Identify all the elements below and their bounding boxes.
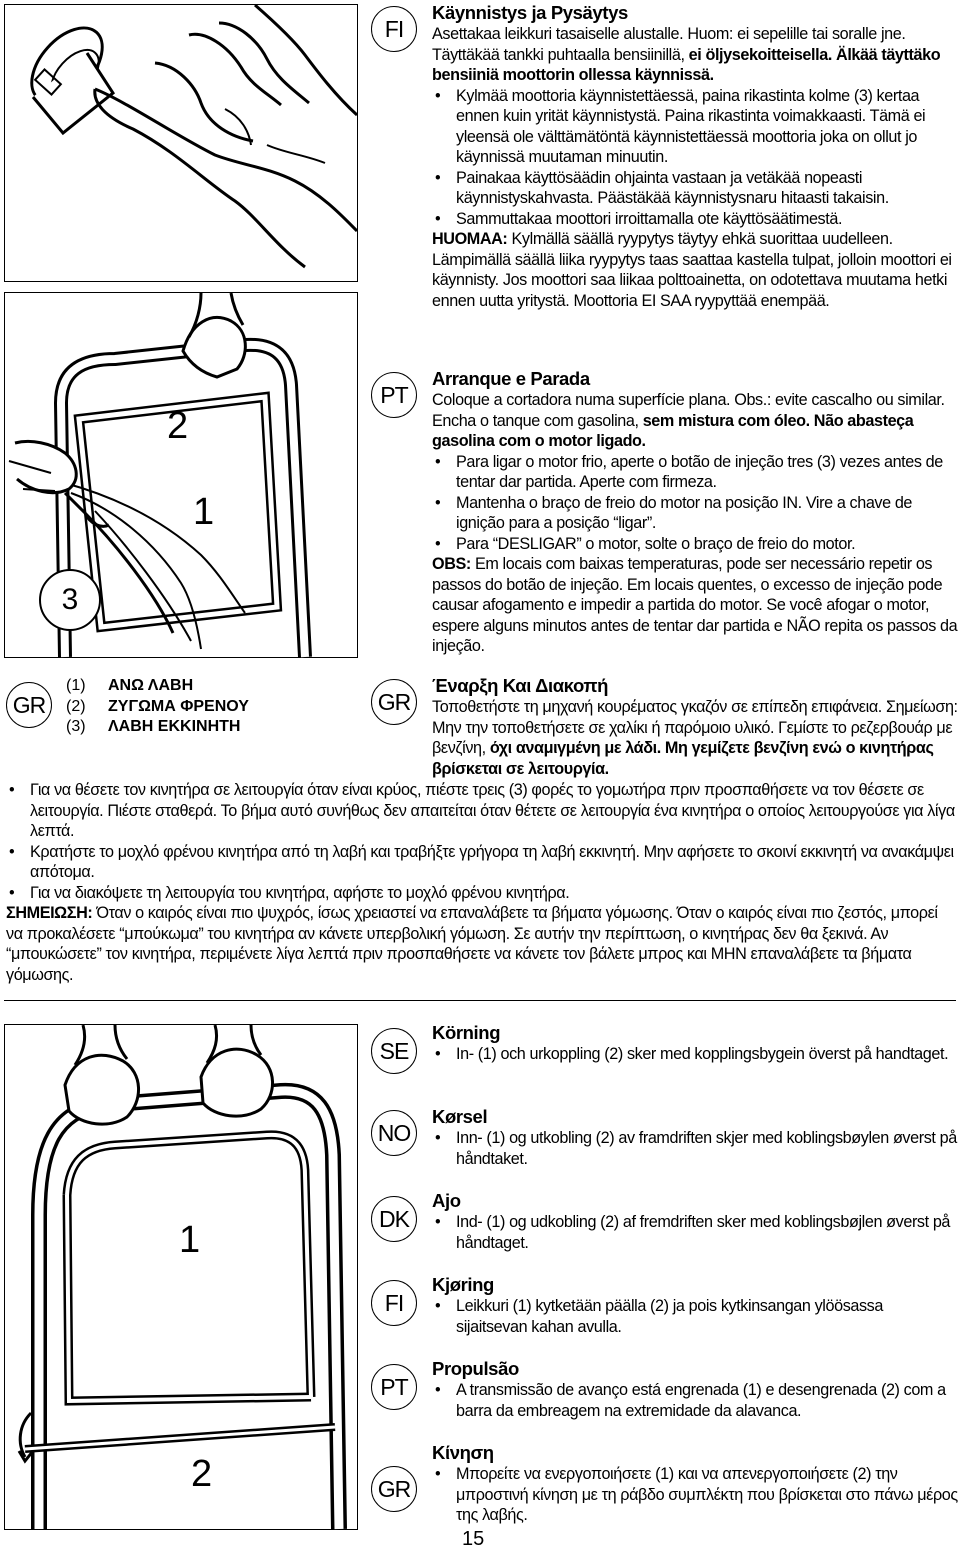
handle-figure-panel-top [4,292,358,658]
figure-label-2: 2 [191,1453,213,1495]
section-title: Έναρξη Και Διακοπή [432,675,609,696]
section-note: HUOMAA: Kylmällä säällä ryypytys täytyy ehkä suorittaa uudelleen. Lämpimällä säällä liika ryypytys taas saattaa kastella tulpat, jolloin moottori ei käynnisty. Jos moottori saa liikaa polttoainetta, on odotettava muutama hetki ennen uutta yritystä. Moottoria EI SAA ryypyttää enempää. [432,230,952,310]
section-title: Arranque e Parada [432,368,590,389]
bullet-item: • Inn- (1) og utkobling (2) av framdriften skjer med koblingsbøylen øverst på håndtaket. [432,1128,958,1169]
lang-badge-dk: DK [371,1196,417,1242]
bullet-item: • Για να διακόψετε τη λειτουργία του κινητήρα, αφήστε το μοχλό φρένου κινητήρα. [6,883,958,904]
lang-badge-no: NO [371,1110,417,1156]
section-note: OBS: Em locais com baixas temperaturas, pode ser necessário repetir os passos do botão de injeção. Em locais quentes, o excesso de injeção pode causar afogamento e impedir a partida do motor. Se você afogar o motor, espere alguns minutos antes de tentar dar partida e NÃO repita os passos da injeção. [432,555,958,655]
section-divider [4,1000,956,1001]
bullet-item: • Κρατήστε το μοχλό φρένου κινητήρα από τη λαβή και τραβήξτε γρήγορα τη λαβή εκκινητή. Μην αφήσετε το σκοινί εκκινητή να ανακάμψει απότομα. [6,842,958,883]
primer-figure-panel [4,4,358,282]
section-title: Kørsel [432,1106,488,1127]
section-intro: Coloque a cortadora numa superfície plana. Obs.: evite cascalho ou similar. Encha o tanque com gasolina, sem mistura com óleo. Não abasteça gasolina com o motor ligado. [432,391,945,450]
bullet-item: • Painakaa käyttösäädin ohjainta vastaan ja vetäkää nopeasti käynnistyskahvasta. Päästäkää käynnistysnaru hitaasti takaisin. [432,168,958,209]
section-title: Käynnistys ja Pysäytys [432,2,628,23]
fi-start-section [432,2,958,311]
figure-label-3: 3 [39,569,101,631]
legend-item: (3) ΛΑΒΗ ΕΚΚΙΝΗΤΗ [66,718,241,735]
bullet-item: • Ind- (1) og udkobling (2) af fremdriften sker med koblingsbøjlen øverst på håndtaget. [432,1212,958,1253]
handle-drive-illustration [5,1025,357,1529]
lang-badge-pt-drive: PT [371,1364,417,1410]
page-number: 15 [462,1528,485,1550]
section-note: ΣΗΜΕΙΩΣΗ: Όταν ο καιρός είναι πιο ψυχρός, ίσως χρειαστεί να επαναλάβετε τα βήματα γόμωσης. Όταν ο καιρός είναι πιο ζεστός, μπορεί να προκαλέσετε “μπούκωμα” του κινητήρα αν κάνετε υπερβολική γόμωση. Σε αυτήν την περίπτωση, ο κινητήρας δεν θα ξεκινά. Αν “μπουκώσετε” τον κινητήρα, περιμένετε λίγα λεπτά πριν προσπαθήσετε να κάνετε τον βάλετε μπρος και ΜΗΝ επαναλάβετε τα βήματα γόμωσης. [6,904,938,984]
figure-label-1: 1 [179,1219,201,1261]
bullet-item: • Mantenha o braço de freio do motor na posição IN. Vire a chave de ignição para a posição “ligar”. [432,493,958,534]
drive-section-gr [432,1442,958,1526]
drive-section-no [432,1106,958,1169]
legend-item: (1) ΑΝΩ ΛΑΒΗ [66,677,194,694]
lang-badge-pt: PT [371,372,417,418]
figure-label-1: 1 [193,491,215,533]
pt-start-section [432,368,958,657]
drive-section-pt [432,1358,958,1421]
bullet-item: • Για να θέσετε τον κινητήρα σε λειτουργία όταν είναι κρύος, πιέστε τρεις (3) φορές το γομωτήρα πριν προσπαθήσετε να τον θέσετε σε λειτουργία. Πιέστε σταθερά. Το βήμα αυτό συνήθως δεν απαιτείται όταν θέτετε σε λειτουργία ένα κινητήρα ο οποίος λειτουργούσε για λίγα λεπτά. [6,780,958,842]
lang-badge-fi: FI [371,6,417,52]
section-title: Κίνηση [432,1442,494,1463]
lang-badge-se: SE [371,1028,417,1074]
lang-badge-gr-drive: GR [371,1466,417,1512]
bullet-item: • Μπορείτε να ενεργοποιήσετε (1) και να απενεργοποιήσετε (2) την μπροστινή κίνηση με τη ράβδο συμπλέκτη που βρίσκεται στο πάνω μέρος της λαβής. [432,1464,958,1526]
section-intro: Asettakaa leikkuri tasaiselle alustalle. Huom: ei sepelille tai soralle jne. Täyttäkää tankki puhtaalla bensiinillä, ei öljysekoitteisella. Älkää täyttäko bensiiniä moottorin ollessa käynnissä. [432,25,941,84]
section-intro: Τοποθετήστε τη μηχανή κουρέματος γκαζόν σε επίπεδη επιφάνεια. Σημείωση: Μην την τοποθετήσετε σε χαλίκι ή παρόμοιο υλικό. Γεμίστε το ρεζερβουάρ με βενζίνη, όχι αναμιγμένη με λάδι. Μη γεμίζετε βενζίνη ενώ ο κινητήρας βρίσκεται σε λειτουργία. [432,698,958,778]
section-title: Körning [432,1022,501,1043]
bullet-item: • Sammuttakaa moottori irroittamalla ote käyttösäätimestä. [432,209,958,230]
lang-badge-gr: GR [371,679,417,725]
bullet-item: • Para ligar o motor frio, aperte o botão de injeção tres (3) vezes antes de tentar dar partida. Aperte com firmeza. [432,452,958,493]
figure-label-2: 2 [167,405,189,447]
bullet-item: • In- (1) och urkoppling (2) sker med kopplingsbygein överst på handtaget. [432,1044,958,1065]
section-title: Kjøring [432,1274,494,1295]
drive-section-se [432,1022,958,1065]
bullet-item: • Leikkuri (1) kytketään päälla (2) ja pois kytkinsangan ylöösassa sijaitsevan kahan avulla. [432,1296,958,1337]
gr-start-body [6,780,958,985]
gr-figure-legend [66,676,249,738]
section-title: Propulsão [432,1358,519,1379]
bullet-item: • A transmissão de avanço está engrenada (1) e desengrenada (2) com a barra da embreagem na extremidade da alavanca. [432,1380,958,1421]
drive-section-dk [432,1190,958,1253]
primer-hand-illustration [5,5,357,281]
bullet-item: • Kylmää moottoria käynnistettäessä, paina rikastinta kolme (3) kertaa ennen kuin yrität käynnistystä. Paina rikastinta voimakkaasti. Tämä ei yleensä ole välttämätöntä käynnistettäessä moottoria joka on ollut jo käynnissä muutaman minuutin. [432,86,958,168]
handle-figure-panel-bottom [4,1024,358,1530]
drive-section-fi [432,1274,958,1337]
legend-item: (2) ΖΥΓΩΜΑ ΦΡΕΝΟΥ [66,697,249,715]
lang-badge-gr-legend: GR [6,682,52,728]
bullet-item: • Para “DESLIGAR” o motor, solte o braço de freio do motor. [432,534,958,555]
gr-start-header [432,675,958,779]
lang-badge-fi-drive: FI [371,1280,417,1326]
section-title: Ajo [432,1190,461,1211]
